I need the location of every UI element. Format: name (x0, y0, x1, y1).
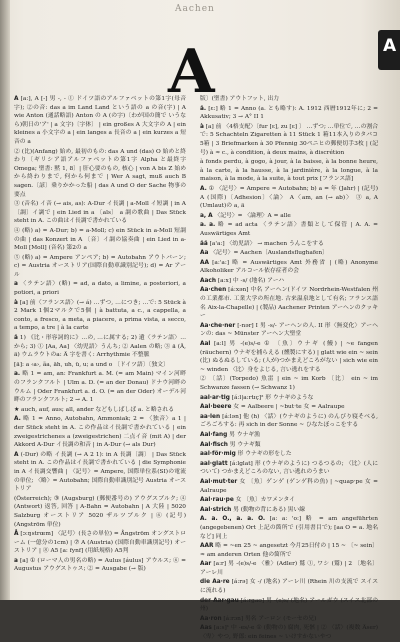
entry-headword: Å (14, 531, 19, 538)
dictionary-entry (200, 624, 378, 641)
entry-headword: a. a. (200, 222, 216, 229)
entry-text: 形 ウナギの形をした (237, 451, 292, 458)
entry-text: [a:r] 男 -(e)s/-e 〈雅〉(Adler) 鷲 ①, ワシ (鷲) | 2 〔地名〕 アーレ川 (200, 561, 379, 576)
entry-headword: Aal·mut·ter (200, 478, 238, 485)
entry-headword: A (14, 96, 19, 102)
entry-text: [a:l] 男 -(e)s/-e ① 〔魚〕ウナギ (鰻) | ~e fangen (räuchern) ウナギを捕らえる (燻製にする) | glatt wie ein ~ sein (比) ぬるぬるしている; (人が)つかまえどころがない | sich wie ein ~ winden 〈比〉身をよじる, 言い逃れをする (200, 341, 379, 373)
entry-headword: Aa (200, 250, 209, 257)
dictionary-entry (14, 95, 186, 147)
dictionary-entry (14, 451, 186, 494)
dictionary-entry (14, 299, 186, 333)
dictionary-entry (14, 415, 186, 449)
entry-text: 女 〔魚〕カワメンタイ (235, 497, 295, 504)
dictionary-entry (14, 495, 186, 529)
entry-text: (-Dur) の略 イ長調 (→ A 2 1): in A 長調〔調〕 | Das Stück steht in A. この作品はイ長調で書かれている | die Symphonie in A イ長調交響曲 | 〈記号〉= Ampere, 国際単位系(SI)の電流の単位; 〈略〉= Autobahn; 国際自動車識別記号 Austria オーストリア (14, 451, 187, 493)
entry-text: 女 = Aalbeere | ~but·te 女 = Aalraupe (233, 404, 345, 411)
right-column (200, 95, 379, 641)
entry-text: [a:x] 中 -s/ (地名) アーハ (217, 277, 285, 284)
dictionary-entry (200, 286, 378, 320)
entry-text: [á:lglat] 形 (ウナギのように) つるつるの; 〈比〉(人について) つかまえどころのない, 言い逃れのうまい (200, 460, 378, 476)
entry-text: [a:'a:] 略 = Auswärtiges Amt 外務省 | (略) Anonyme Alkoholiker アルコール依存症者の会 (200, 259, 378, 275)
entry-headword: Aa·chen (200, 287, 227, 294)
dictionary-entry (200, 123, 378, 157)
dictionary-entry (200, 221, 378, 238)
entry-text: 〈記号〉= 〈論理〉A = alle (214, 212, 291, 219)
entry-text: [á:rə] 女 -/ (地名) アーレ川 (Rhein 川の支流で スイスに流れる) (200, 579, 378, 595)
entry-headword: Aa·ron (200, 615, 222, 622)
dictionary-entry (200, 560, 378, 577)
dictionary-entry (200, 375, 378, 392)
page-gutter (0, 0, 10, 600)
entry-text: 略 = ~en 25 ~ angesetzt 今月25日付の | 15 ~ 〔~ sein〕 ≈ am anderen Orten 他の箇所で (200, 543, 379, 558)
entry-headword: a, A (200, 212, 213, 219)
entry-headword: aa·len (200, 413, 221, 420)
entry-text: [a:s]¹ 中 -es/-e ① (動物の) 腐肉, 死骸 | ② 〈話〉(複数 Äser) 〈卑〉やつ, 野郎: ein feines ~ いけすかないやつ (200, 625, 378, 641)
entry-text: [a] ① (ローマ人の男名の略) = Aulus [áulus] アウルス; ⑥ = Augustus アウグストゥス; ② = Ausgabe (→ 版) (14, 557, 186, 573)
entry-headword: die Aa·re (200, 579, 230, 586)
entry-headword: Aach (200, 277, 216, 284)
entry-headword: ä (14, 335, 18, 342)
entry-headword: Aal (200, 341, 211, 348)
entry-text: [ɔ:ŋstrœm] 〈記号〉(長さの単位) = Ångström オングストローム (一億分の1cm) | ⑦ A (Austria) (国際自動車識別記号) オーストリア | ⑧ A5 [a: fynf] (用紙規格) A5判 (14, 531, 187, 555)
entry-text: 略 1 = am, an: Frankfurt a. M. (= am Main) マイン河畔のフランクフルト | Ulm a. D. (= an der Donau) ドナウ河畔のウルム | Oder Frankfurt a. d. O. (= an der Oder) オーデル河畔のフランクフルト; 2 → A. 1 (14, 371, 186, 404)
dictionary-entry (200, 240, 378, 249)
entry-text: 男 (動物の背にある) 黒い線 (233, 506, 306, 513)
entry-headword: aal·ar·tig (200, 394, 230, 401)
entry-text: [á:rɔn] 男名 アーロン (モーセの兄) (223, 615, 317, 622)
entry-headword: à (14, 299, 18, 306)
dictionary-entry (200, 615, 378, 624)
entry-text: [á:lən] 他 (h) 〈話〉(ウナギのように) のんびり寝そべる, ごろごろする: 再 sich in der Sonne ~ ひなたぼっこをする (200, 413, 378, 429)
dictionary-entry (14, 280, 186, 297)
entry-text: 版〕(聖書) アウトフット, 出力 (200, 96, 280, 102)
entry-text: [a:], A [-] 男 -, - ① ドイツ語のアルファベットの第1字(母音字); ②の音: das a im Land Land という語の a の音(字) | A wie Anton (通話略語) Anton の A (の字)〔わが国の簡で いうなら)朝日の'ア' | a 文字)〔字体〕 | ein großes A 大文字の A | ein kleines a 小文字の a | ein langes a 長音の a | ein kurzes a 短音の a (14, 96, 186, 145)
dictionary-entry (200, 95, 378, 104)
entry-text: [-nər] I 男 -s/- アーヘンの人. II 形〈無変化〉アーヘンの: das ~ Münster アーヘン大聖堂 (200, 322, 379, 338)
dictionary-entry (200, 542, 378, 559)
entry-text: ② (比)(Anfang) 始め, 最初のもの: das A und (das) O 始めと終わり〔ギリシア語アルファベットの第1字 Alpha と最終字 Omega; 聖書: 黙 1, 8〕| 肝心要のもの, 核心 | von A bis Z 始めから終わりまで, 何から何まで | Wer A sagt, muß auch B sagen.〔諺〕乗りかかった船 | das A und O der Sache 物事の要点 (14, 148, 186, 198)
dictionary-entry (200, 403, 378, 412)
dictionary-entry (200, 496, 378, 505)
left-column (14, 95, 186, 600)
dictionary-entry (14, 334, 186, 360)
entry-text: 男 ウナギ漁 (229, 431, 260, 438)
entry-text: [a] 前〈フランス語〉(→ á) …ずつ, …につき; …で: 5 Stück à 2 Mark 1個2マルクで5個 | à battuta, a c., a cappella, a conto, a fresco, a meta, a piacere, a prima vista, a secco, a tempo, a tre | à la carte (14, 299, 186, 332)
entry-headword: Aa·che·ner (200, 322, 236, 329)
dictionary-entry (200, 413, 378, 430)
dictionary-entry (200, 506, 378, 515)
dictionary-entry (200, 158, 378, 184)
entry-headword: AA (200, 259, 209, 266)
dictionary-entry (200, 105, 378, 122)
dictionary-entry (200, 431, 378, 440)
entry-headword: ä. (200, 105, 207, 112)
entry-text: ② 〔話〕(Torpedo) 魚雷 | ein ~ im Korb 〔比〕 ein ~ im Schwanze fassen (→ Schwanz 1) (200, 376, 378, 391)
entry-headword: a. (14, 371, 21, 378)
entry-text: [a: a: 'o:] 略 = am angeführten (angegebenen) Ort 上記の箇所で (引用書目で); [aa O = a. 地名など] 同上 (200, 516, 379, 540)
dictionary-entry (200, 450, 378, 459)
entry-headword: A. (200, 185, 207, 192)
dictionary-entry (200, 259, 378, 276)
entry-text: ③ (音名) イ音 (→ ais, as): A-Dur イ長調 | a-Moll イ短調 | in A 〔調〕イ調で | ein Lied in a 〔als〕 a 調の歌曲 | Das Stück steht in A. この曲はイ長調で書かれている (14, 201, 186, 225)
entry-text: 〈ラテン語〉(略) = ad, a dato, a limine, a posteriori, a potiori, a priori (14, 281, 187, 297)
dictionary-entry (200, 478, 378, 495)
entry-text: [á:rgaʊ] 男 -(e)s/ (地名) アールガウ (スイス北部の州) (200, 597, 379, 613)
entry-text: 1) 《比・形容詞的に》…の, …に属する; 2) 遺〈ラテン語〉…から; 3) ① [Aa, Aa] 〈幼児語〉うんち; ② Aalen の略; ③ ä (Ä, ä) ウムラウトのa: Ä 字を書く: Arrhythmie 不整脈 (14, 335, 186, 359)
entry-headword: Aas (200, 625, 212, 632)
entry-headword: Aal·strich (200, 506, 232, 513)
entry-text: 男 ウナギ類 (229, 441, 261, 448)
entry-headword: A (14, 451, 19, 458)
section-letter: A (168, 37, 215, 107)
running-head: Aachen (175, 4, 215, 14)
entry-text: ★ auch, auf, aus; all, ander などもしばしば a. と略される (14, 406, 175, 413)
dictionary-entry (14, 148, 186, 200)
thumb-index-letter: A (383, 36, 397, 56)
entry-headword: der Aar·gau (200, 597, 239, 604)
dictionary-entry (200, 578, 378, 595)
dictionary-entry (14, 227, 186, 253)
entry-headword: Aal·rau·pe (200, 497, 234, 504)
entry-headword: Aal·fisch (200, 441, 228, 448)
entry-headword: aal·glatt (200, 460, 228, 467)
dictionary-entry (14, 361, 186, 370)
entry-text: (Österreich); ③ (Augsburg) (郵便番号の) アウグスブルク; ④ (Antwort) 返答, 回答 | A-Bahn = Autobahn | A 大陸 | 5020 Salzburg オーストリア 5020 ザルツブルク | ⑥ (記号) (Angström 単位) (14, 495, 186, 528)
dictionary-entry (200, 322, 378, 339)
entry-headword: Aar (200, 561, 212, 568)
dictionary-entry (200, 340, 378, 374)
entry-text: à fonds perdu, à gogo, à jour, à la baisse, à la bonne heure, à la carte, à la hausse, à la jardinière, à la longue, à la maison, à la mode, à la suite, à tout prix [フランス語] (200, 159, 378, 183)
dictionary-entry (14, 530, 186, 556)
dictionary-entry (200, 277, 378, 286)
dictionary-entry (200, 441, 378, 450)
entry-text: 女 〔魚〕ゲンゲ (ゲンゲ科の魚) | ~quap·pe 女 = Aalraupe (200, 478, 378, 494)
dictionary-entry (14, 557, 186, 574)
entry-text: [ä]: a ‹a›, ãa, äh, uh, ü, u; a und o 〔ドイツ語〕〔独文〕 (14, 361, 169, 368)
entry-text: [ɛ:] 略 1 = Anno (a. とも略す): A. 1912 西暦1912年に; 2 = Akkusativ; 3 → A° II 1 (200, 105, 379, 121)
entry-headword: Aal·fang (200, 431, 228, 438)
dictionary-entry (14, 370, 186, 404)
thumb-index-tab (378, 30, 400, 70)
entry-text: [á:l|a:rtɪç]² 形 ウナギのような (231, 394, 314, 401)
dictionary-entry (200, 394, 378, 403)
entry-text: ④ (略) a) = A-Dur; b) = a-Moll; c) ein Stück in a-Moll 短調の曲 | das Konzert in A 〔音〕イ調の協奏曲 | ein Lied in a-Moll [Moll] (音名) 第2の a (14, 227, 186, 252)
entry-text: [á:xən] 中名 アーヘン(ドイツ Nordrhein-Westfalen 州の工業都市. 工業大学の所在地. 古来温泉地として有名; フランス語名 Aix-la-Chapelle) | (製品) Aachener Printen アーヘンのクッキー (200, 287, 378, 320)
entry-headword: A. a. O., a. a. O. (200, 516, 266, 523)
entry-headword: A. (14, 416, 21, 423)
entry-text: [a] 前 〈4格支配〉〔fur [ɛ], zu [ɛ] 〕 …ずつ; …単位で, …の割合で: 5 Schachteln Zigaretten à 11 Stück 1 箱11本入りのタバコ5箱 | 3 Briefmarken à 30 Pfennig 30ペニヒの郵便切手3枚 | (記号) à ≈ c., à condition, à deux mains, à discrétion (200, 123, 379, 156)
dictionary-entry (14, 406, 186, 415)
entry-headword: Aal·beere (200, 404, 232, 411)
entry-text: ⑤ (略) a) = Ampere アンペア; b) = Autobahn アウトバーン; c) = Austria オーストリア(国際自動車識別記号); d) = Ar アール (14, 254, 186, 278)
entry-headword: a (14, 557, 18, 564)
entry-headword: a (14, 281, 18, 288)
dictionary-entry (200, 515, 378, 541)
dictionary-entry (14, 254, 186, 280)
entry-text: 〈記号〉= Aachen〔Auslandsflughafen〕 (210, 250, 328, 257)
entry-headword: à (200, 123, 204, 130)
entry-text: 略 1 = Anno, Autobahn, Ammoniak; 2 = 〈独音〉a 1 | der Stück steht in A. この作品はイ長調で書かれている | ein zweigestrichenes a (zweigestrichen) 二点イ音 (mit A) | der Akkord A-Dur イ長調の和音 | in A-Dur (→ als Dur) (14, 416, 187, 449)
entry-text: ① 〈記号〉= Ampere ≈ Autobahn; b) a = 年 (Jahr) | (記号) A (国際)〔Adhesion〕〈論〉 A〈am, an (→ ab)〉 ③ a, A (Umlaut)の a, ä (200, 185, 379, 210)
entry-headword: AAR (200, 543, 214, 550)
dictionary-entry (14, 200, 186, 226)
entry-text: [a'a:] 〈幼児語〉 → machen うんこをする (209, 240, 324, 247)
dictionary-entry (200, 249, 378, 258)
dictionary-entry (200, 185, 378, 211)
entry-text: 略 = ad acta 〈ラテン語〉書類として保管 | A. A. = Auswärtiges Amt (200, 222, 379, 237)
dictionary-entry (200, 460, 378, 477)
dictionary-entry (200, 597, 378, 614)
entry-headword: aal·för·mig (200, 451, 236, 458)
entry-headword: ää (200, 240, 208, 247)
dictionary-entry (200, 212, 378, 221)
